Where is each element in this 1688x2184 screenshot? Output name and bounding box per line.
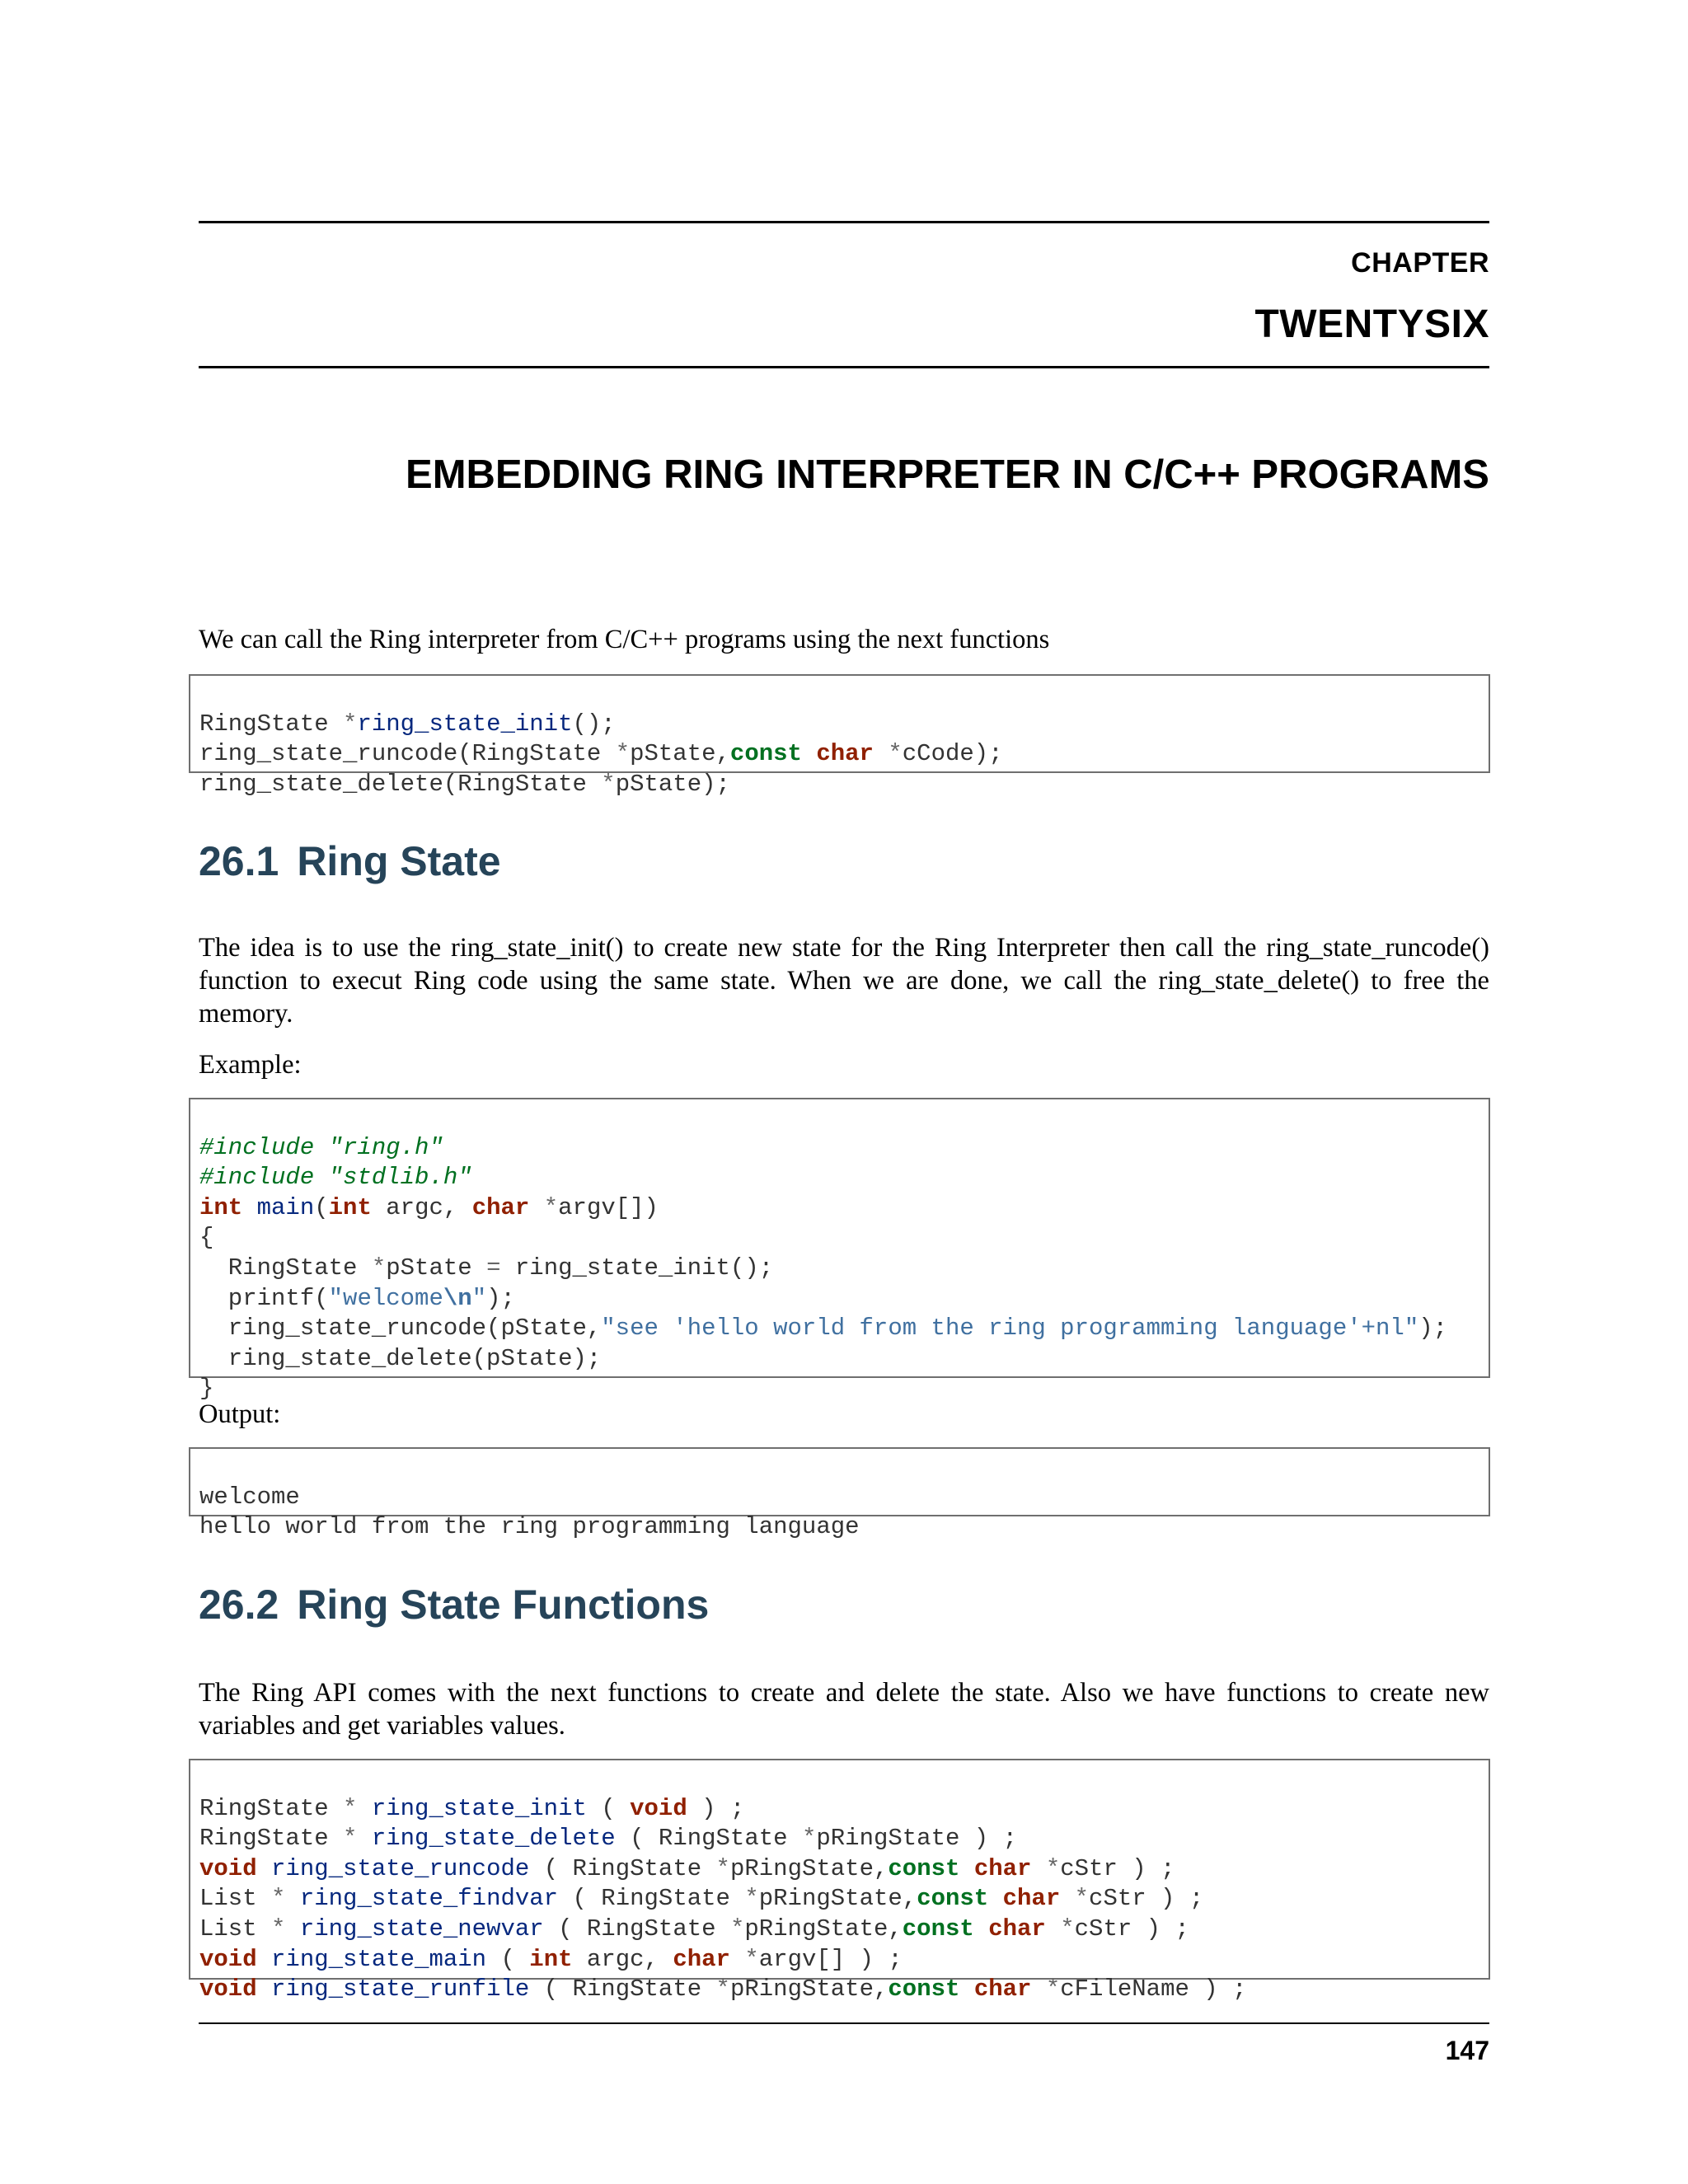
code-line: List * ring_state_findvar ( RingState *pRingState,const char *cStr ) ; [199,1885,1204,1913]
output-label: Output: [199,1399,281,1429]
code-line: void ring_state_runcode ( RingState *pRingState,const char *cStr ) ; [199,1854,1175,1882]
code-line: printf("welcome\n"); [199,1284,515,1312]
code-line: void ring_state_main ( int argc, char *argv[] ) ; [199,1945,903,1973]
code-line: welcome [199,1483,300,1511]
section2-paragraph: The Ring API comes with the next functions to create and delete the state. Also we have functions to create new variables and get variables values. [199,1678,1489,1741]
code-line: #include "ring.h" [199,1133,443,1161]
code-line: } [199,1375,214,1403]
code-line: ring_state_runcode(RingState *pState,const char *cCode); [199,740,1003,768]
intro-code-block [189,674,1490,798]
code-line: List * ring_state_newvar ( RingState *pRingState,const char *cStr ) ; [199,1915,1189,1943]
code-line: void ring_state_runfile ( RingState *pRingState,const char *cFileName ) ; [199,1975,1247,2004]
section-heading-ring-state-functions: 26.2 Ring State Functions [199,1582,710,1628]
chapter-bottom-rule [199,366,1489,368]
section-heading-ring-state: 26.1 Ring State [199,838,501,884]
chapter-label: CHAPTER [1351,247,1489,279]
page-number: 147 [1445,2036,1489,2065]
code-line: { [199,1224,214,1252]
code-line: int main(int argc, char *argv[]) [199,1193,659,1221]
example-label: Example: [199,1050,302,1080]
section1-paragraph: The idea is to use the ring_state_init() to create new state for the Ring Interpreter then call the ring_state_runcode() function to execut Ring code using the same state. When we are done, we call the ring_state_delete() to free the memory. [199,933,1489,1029]
code-line: RingState * ring_state_delete ( RingState *pRingState ) ; [199,1825,1017,1853]
code-line: RingState *pState = ring_state_init(); [199,1254,774,1282]
footer-rule [199,2022,1489,2024]
example-code-block [189,1098,1490,1403]
api-code-block [189,1759,1490,2004]
code-line: RingState *ring_state_init(); [199,710,616,738]
code-line: ring_state_delete(RingState *pState); [199,770,730,798]
intro-paragraph: We can call the Ring interpreter from C/C++ programs using the next functions [199,625,1050,654]
chapter-title: EMBEDDING RING INTERPRETER IN C/C++ PROGRAMS [406,452,1489,497]
code-line: hello world from the ring programming language [199,1513,860,1541]
code-line: RingState * ring_state_init ( void ) ; [199,1794,745,1822]
code-line: ring_state_runcode(pState,"see 'hello world from the ring programming language'+nl"); [199,1315,1448,1343]
output-code-block [189,1447,1490,1541]
code-line: ring_state_delete(pState); [199,1344,602,1372]
chapter-number: TWENTYSIX [1254,302,1489,346]
chapter-top-rule [199,221,1489,223]
code-line: #include "stdlib.h" [199,1164,472,1192]
